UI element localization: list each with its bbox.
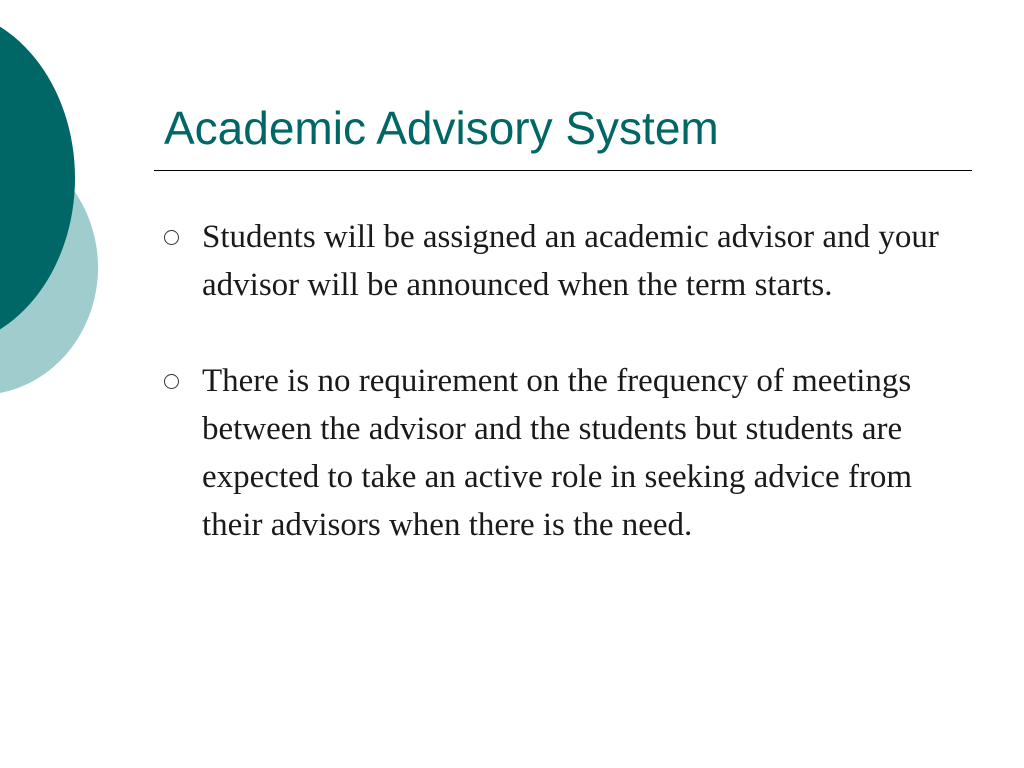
hollow-circle-bullet-icon xyxy=(164,374,179,389)
bullet-item xyxy=(164,357,964,549)
hollow-circle-bullet-icon xyxy=(164,230,179,245)
bullet-list xyxy=(164,213,964,597)
bullet-item xyxy=(164,213,964,309)
slide-title: Academic Advisory System xyxy=(164,102,719,154)
bullet-text: Students will be assigned an academic advisor and your advisor will be announced when the term starts. xyxy=(202,219,939,303)
title-divider xyxy=(154,170,972,171)
bullet-text: There is no requirement on the frequency of meetings between the advisor and the students but students are expected to take an active role in seeking advice from their advisors when there is the need. xyxy=(202,363,913,543)
